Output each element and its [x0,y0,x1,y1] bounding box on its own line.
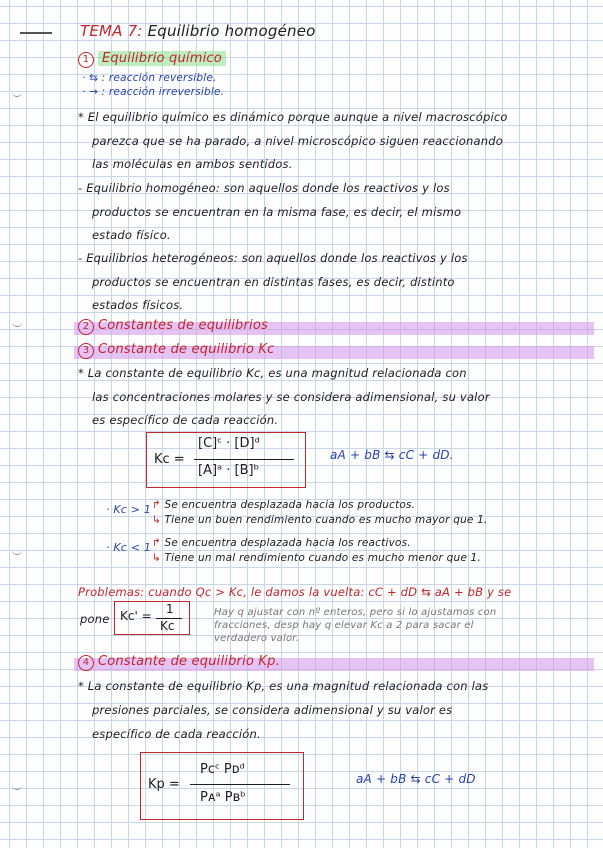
kc-greater-line: ↳ Tiene un buen rendimiento cuando es mucho mayor que 1. [152,514,488,526]
margin-mark [20,32,52,34]
note-line: fracciones, desp hay q elevar Kc a 2 para sacar el [214,620,474,631]
reaction-equation: aA + bB ⇆ cC + dD. [330,448,454,462]
page-title: TEMA 7: Equilibrio homogéneo [80,22,316,40]
paragraph-line: estado físico. [92,228,171,242]
kc-greater-label: · Kc > 1 [106,503,152,516]
fraction-line [190,784,290,785]
problem-pone: pone [80,612,110,626]
fraction-line [194,459,294,460]
note-line: verdadero valor. [214,633,300,644]
paragraph-line: productos se encuentran en distintas fases, es decir, distinto [92,275,455,289]
kp-numerator: Pᴄᶜ Pᴅᵈ [200,762,245,777]
paragraph-line: productos se encuentran en la misma fase, es decir, el mismo [92,205,462,219]
paragraph-line: - Equilibrio homogéneo: son aquellos donde los reactivos y los [78,181,450,195]
legend-item: · ⇆ : reacción reversible. [82,72,217,84]
kc-less-line: ↳ Tiene un mal rendimiento cuando es mucho menor que 1. [152,552,481,564]
paragraph-line: es específico de cada reacción. [92,413,279,427]
paragraph-line: las moléculas en ambos sentidos. [92,157,293,171]
section-1-heading: 1 Equilibrio químico [78,51,226,68]
paragraph-line: * El equilibrio químico es dinámico porque aunque a nivel macroscópico [78,110,508,124]
note-line: Hay q ajustar con nº enteros, pero si lo ajustamos con [214,607,497,618]
paragraph-line: las concentraciones molares y se considera adimensional, su valor [92,390,490,404]
paragraph-line: presiones parciales, se considera adimensional y su valor es [92,703,453,717]
kc-inverse-numerator: 1 [166,602,174,616]
kc-inverse-label: Kc' = [120,609,152,623]
kc-less-line: ↱ Se encuentra desplazada hacia los reactivos. [152,537,411,549]
kc-numerator: [C]ᶜ · [D]ᵈ [198,436,260,451]
paragraph-line: - Equilibrios heterogéneos: son aquellos donde los reactivos y los [78,251,468,265]
kc-less-label: · Kc < 1 [106,541,152,554]
kc-greater-line: ↱ Se encuentra desplazada hacia los productos. [152,499,416,511]
paragraph-line: específico de cada reacción. [92,727,261,741]
paragraph-line: parezca que se ha parado, a nivel microscópico siguen reaccionando [92,134,503,148]
paragraph-line: * La constante de equilibrio Kc, es una magnitud relacionada con [78,366,467,380]
section-2-heading: 2 Constantes de equilibrios [78,318,268,335]
legend-item: · → : reacción irreversible. [82,86,225,98]
binder-hole [12,550,22,555]
reaction-equation: aA + bB ⇆ cC + dD [356,772,476,786]
section-3-heading: 3 Constante de equilibrio Kc [78,342,274,359]
paragraph-line: estados físicos. [92,298,184,312]
binder-hole [12,785,22,790]
problem-line: Problemas: cuando Qc > Kc, le damos la vuelta: cC + dD ⇆ aA + bB y se [78,585,512,599]
kp-denominator: Pᴀᵃ Pʙᵇ [200,790,246,805]
paragraph-line: * La constante de equilibrio Kp, es una magnitud relacionada con las [78,679,489,693]
kc-denominator: [A]ᵃ · [B]ᵇ [198,463,260,478]
kp-label: Kp = [148,777,180,792]
binder-hole [12,322,22,327]
binder-hole [12,92,22,97]
kc-label: Kc = [154,452,185,467]
section-4-heading: 4 Constante de equilibrio Kp. [78,654,280,671]
kc-inverse-denominator: Kc [160,619,175,633]
